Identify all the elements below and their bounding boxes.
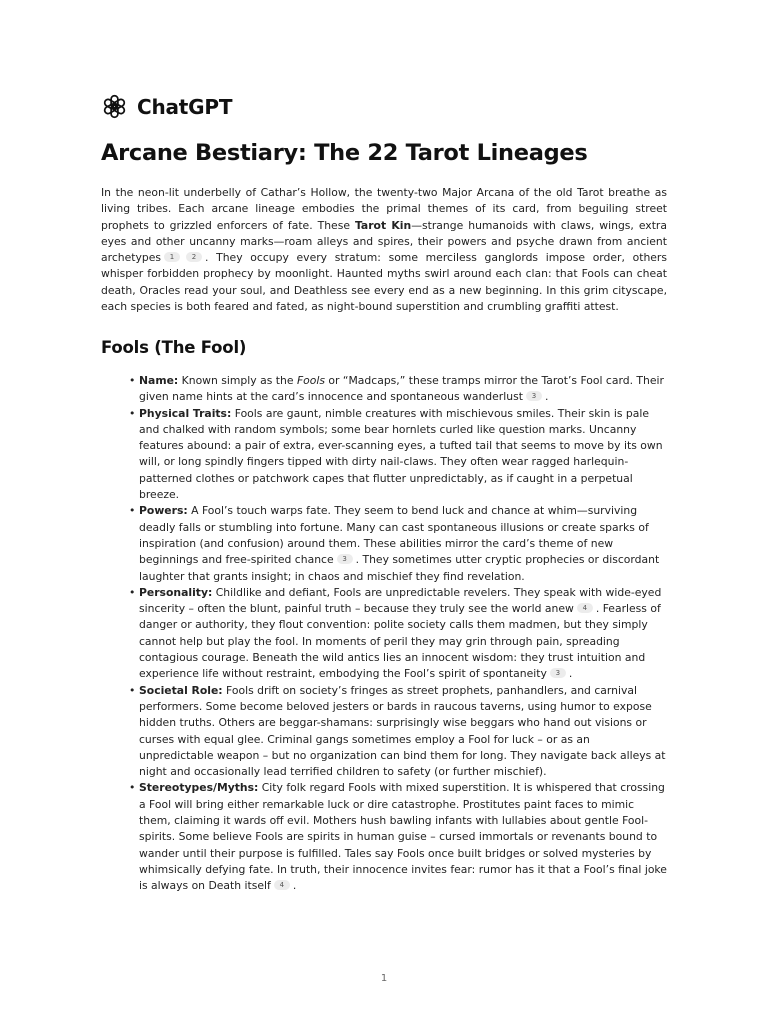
citation-badge[interactable]: 3 (550, 668, 566, 678)
item-text: . Fearless of danger or authority, they flout convention: polite society calls them madmen, but they simply cannot help but play the fool. In moments of peril they may grin through pain, spreading contagious courage. Beneath the wild antics lies an innocent wisdom: they trust intuition and experience life without restraint, embodying the Fool’s spirit of spontaneity (139, 602, 661, 681)
citation-badge[interactable]: 2 (186, 252, 202, 262)
item-text: or “Madcaps,” these tramps mirror the Tarot’s Fool card. Their given name hints at the card’s innocence and spontaneous wanderlust (139, 374, 664, 404)
item-text: . They sometimes utter cryptic prophecies or discordant laughter that grants insight; in chaos and mischief they find revelation. (139, 553, 660, 583)
citation-badge[interactable]: 3 (526, 391, 542, 401)
citation-badge[interactable]: 4 (577, 603, 593, 613)
item-label: Stereotypes/Myths: (139, 781, 259, 795)
item-label: Powers: (139, 504, 188, 518)
item-text: Known simply as the (178, 374, 297, 387)
item-label: Societal Role: (139, 683, 223, 697)
item-text: . (544, 390, 549, 404)
intro-text: —strange humanoids with claws, wings, extra eyes and other uncanny marks—roam alleys and spires, their powers and psyche drawn from ancient archetypes (101, 218, 667, 265)
intro-paragraph (101, 185, 667, 315)
citation-badge[interactable]: 1 (164, 252, 180, 262)
citation-badge[interactable]: 4 (274, 880, 290, 890)
list-item-personality (129, 585, 667, 683)
item-text: . (292, 879, 297, 893)
list-item-societal-role (129, 683, 667, 781)
item-label: Name: (139, 374, 179, 387)
intro-bold-term: Tarot Kin (354, 218, 412, 232)
fool-traits-list (129, 373, 667, 895)
intro-text: . They occupy every stratum: some merciless ganglords impose order, others whisper forbidden prophecy by moonlight. Haunted myths swirl around each clan: that Fools can cheat death, Oracles read your soul, and Deathless see every end as a new beginning. In this grim cityscape, each species is both feared and fated, as night-bound superstition and crumbling graffiti attest. (101, 251, 667, 314)
intro-text: In the neon-lit underbelly of Cathar’s Hollow, the twenty-two Major Arcana of the old Tarot breathe as living tribes. Each arcane lineage embodies the primal themes of its card, from beguiling street prophets to grizzled enforcers of fate. These (101, 186, 667, 232)
section-heading: Fools (The Fool) (101, 338, 247, 357)
document-title: Arcane Bestiary: The 22 Tarot Lineages (101, 140, 588, 166)
citation-badge[interactable]: 3 (337, 554, 353, 564)
item-text: Fools drift on society’s fringes as street prophets, panhandlers, and carnival performers. Some become beloved jesters or bards in raucous taverns, using humor to expose hidden truths. Others are beggar-shamans: surprisingly wise beggars who hand out visions or curses with equal glee. Criminal gangs sometimes employ a Fool for luck – or as an unpredictable weapon – but no organization can bind them for long. They navigate back alleys at night and occasionally lead terrified children to safety (or further mischief). (139, 683, 666, 779)
list-item-name (129, 373, 667, 406)
brand-name: ChatGPT (137, 94, 233, 119)
openai-logo-icon (101, 93, 128, 120)
item-emphasis: Fools (296, 374, 325, 387)
item-text: Fools are gaunt, nimble creatures with mischievous smiles. Their skin is pale and chalked with random symbols; some bear hornlets curled like question marks. Uncanny features abound: a pair of extra, ever-scanning eyes, a tufted tail that seems to move by its own will, or long spindly fingers tipped with dirty nail-claws. They often wear ragged harlequin-patterned clothes or patchwork capes that flutter unpredictably, as if caught in a perpetual breeze. (139, 406, 663, 502)
item-text: A Fool’s touch warps fate. They seem to bend luck and chance at whim—surviving deadly falls or stumbling into fortune. Many can cast spontaneous illusions or create sparks of inspiration (and confusion) around them. These abilities mirror the card’s theme of new beginnings and free-spirited chance (139, 504, 649, 567)
item-text: City folk regard Fools with mixed superstition. It is whispered that crossing a Fool will bring either remarkable luck or dire catastrophe. Prostitutes paint faces to mimic them, claiming it wards off evil. Mothers hush bawling infants with lullabies about gentle Fool-spirits. Some believe Fools are spirits in human guise – cursed immortals or revenants bound to wander until their purpose is fulfilled. Tales say Fools once built bridges or solved mysteries by whimsically defying fate. In truth, their innocence invites fear: rumor has it that a Fool’s final joke is always on Death itself (139, 781, 667, 893)
item-text: Childlike and defiant, Fools are unpredictable revelers. They speak with wide-eyed sincerity – often the blunt, painful truth – because they truly see the world anew (139, 585, 662, 616)
item-label: Personality: (139, 585, 213, 599)
brand-header (101, 93, 232, 120)
list-item-powers (129, 503, 667, 584)
page-number: 1 (380, 973, 388, 984)
list-item-stereotypes-myths (129, 780, 667, 894)
item-text: . (568, 667, 573, 681)
list-item-physical-traits (129, 406, 667, 504)
item-label: Physical Traits: (139, 406, 232, 420)
